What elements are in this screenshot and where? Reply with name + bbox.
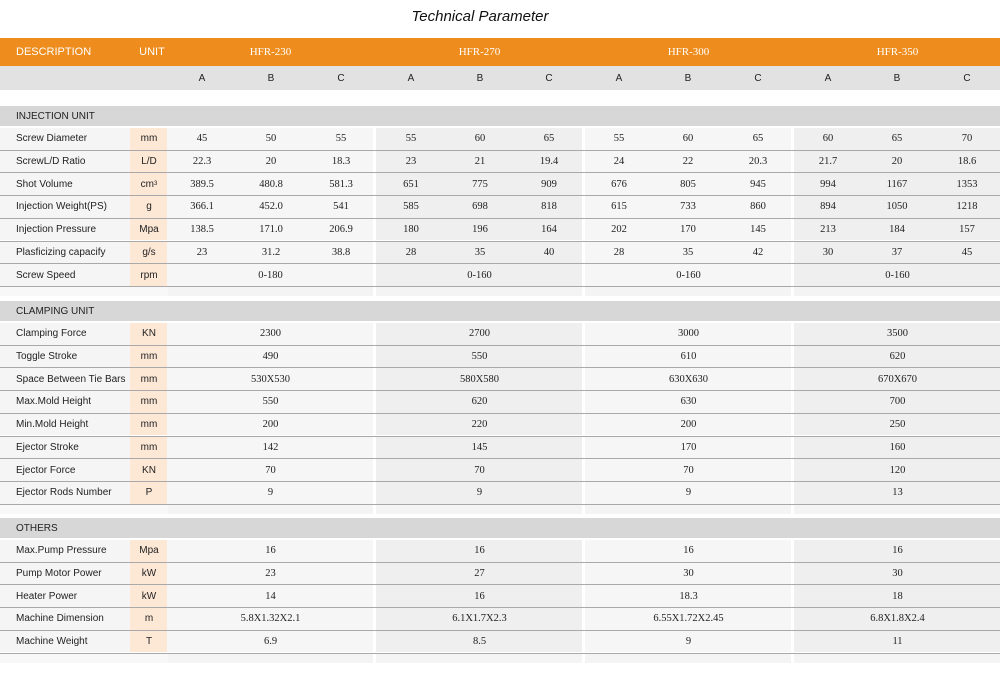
value-cell: 389.5: [190, 178, 214, 190]
value-cell: 698: [472, 201, 488, 213]
value-cell: 120: [889, 464, 906, 476]
section-spacer: [0, 505, 168, 514]
row-label: Heater Power: [0, 585, 130, 607]
value-cell: 21: [474, 156, 486, 168]
value-cell: 55: [405, 133, 417, 145]
value-cell: 30: [822, 246, 834, 258]
value-cell: 180: [403, 224, 419, 236]
variant-label: C: [963, 72, 971, 84]
value-cell: 630: [680, 396, 697, 408]
value-cell: 50: [265, 133, 277, 145]
value-cell: 581.3: [329, 178, 353, 190]
section-spacer: [585, 287, 791, 296]
section-spacer: [167, 287, 373, 296]
value-cell: 550: [262, 396, 279, 408]
row-label: Toggle Stroke: [0, 346, 130, 368]
value-cell: 620: [471, 396, 488, 408]
value-cell: 480.8: [259, 178, 283, 190]
value-cell: 250: [889, 419, 906, 431]
value-cell: 3000: [678, 328, 699, 340]
value-cell: 45: [961, 246, 973, 258]
value-cell: 42: [752, 246, 764, 258]
value-cell: 65: [543, 133, 555, 145]
header-model: HFR-230: [249, 46, 292, 58]
value-cell: 0-160: [467, 269, 492, 281]
row-unit: KN: [130, 323, 168, 345]
section-spacer: [585, 505, 791, 514]
value-cell: 31.2: [261, 246, 281, 258]
value-cell: 676: [611, 178, 627, 190]
value-cell: 184: [889, 224, 905, 236]
section-spacer: [585, 654, 791, 663]
section-spacer: [794, 287, 1000, 296]
value-cell: 164: [541, 224, 557, 236]
variant-label: B: [684, 72, 692, 84]
value-cell: 19.4: [539, 156, 559, 168]
value-cell: 16: [265, 545, 276, 557]
value-cell: 145: [750, 224, 766, 236]
value-cell: 23: [196, 246, 208, 258]
row-unit: mm: [130, 368, 168, 390]
value-cell: 860: [750, 201, 766, 213]
row-label: Min.Mold Height: [0, 414, 130, 436]
value-cell: 5.8X1.32X2.1: [240, 613, 301, 625]
row-label: ScrewL/D Ratio: [0, 151, 130, 173]
value-cell: 490: [262, 351, 279, 363]
value-cell: 651: [403, 178, 419, 190]
row-unit: P: [130, 482, 168, 504]
value-cell: 994: [820, 178, 836, 190]
row-label: Clamping Force: [0, 323, 130, 345]
value-cell: 60: [822, 133, 834, 145]
row-unit: mm: [130, 391, 168, 413]
section-spacer: [167, 505, 373, 514]
value-cell: 2300: [260, 328, 281, 340]
unit-superscript: 3: [154, 181, 158, 188]
value-cell: 145: [471, 441, 488, 453]
value-cell: 28: [613, 246, 625, 258]
value-cell: 70: [683, 464, 694, 476]
value-cell: 70: [265, 464, 276, 476]
variant-label: A: [407, 72, 415, 84]
value-cell: 11: [892, 636, 903, 648]
row-unit: mm: [130, 128, 168, 150]
row-unit: mm: [130, 437, 168, 459]
section-spacer: [376, 505, 582, 514]
value-cell: 18.6: [957, 156, 977, 168]
value-cell: 20: [265, 156, 277, 168]
value-cell: 21.7: [818, 156, 838, 168]
value-cell: 70: [961, 133, 973, 145]
value-cell: 138.5: [190, 224, 214, 236]
value-cell: 23: [405, 156, 417, 168]
value-cell: 20: [891, 156, 903, 168]
header-description: DESCRIPTION: [16, 46, 92, 58]
row-unit: Mpa: [130, 540, 168, 562]
section-spacer: [0, 654, 168, 663]
value-cell: 366.1: [190, 201, 214, 213]
value-cell: 541: [333, 201, 349, 213]
value-cell: 0-160: [676, 269, 701, 281]
value-cell: 70: [474, 464, 485, 476]
section-spacer: [167, 654, 373, 663]
section-spacer: [794, 654, 1000, 663]
value-cell: 894: [820, 201, 836, 213]
row-label: Space Between Tie Bars: [0, 368, 130, 390]
row-unit: g/s: [130, 242, 168, 264]
value-cell: 16: [892, 545, 903, 557]
row-label: Screw Diameter: [0, 128, 130, 150]
value-cell: 171.0: [259, 224, 283, 236]
value-cell: 630X630: [668, 373, 709, 385]
value-cell: 580X580: [459, 373, 500, 385]
value-cell: 9: [476, 487, 483, 499]
value-cell: 909: [541, 178, 557, 190]
value-cell: 65: [752, 133, 764, 145]
row-unit: mm: [130, 414, 168, 436]
row-label: Max.Mold Height: [0, 391, 130, 413]
value-cell: 30: [892, 568, 903, 580]
value-cell: 200: [262, 419, 279, 431]
value-cell: 40: [543, 246, 555, 258]
variant-label: B: [893, 72, 901, 84]
value-cell: 9: [685, 636, 692, 648]
value-cell: 16: [474, 590, 485, 602]
section-spacer: [376, 287, 582, 296]
row-label: Ejector Force: [0, 459, 130, 481]
value-cell: 196: [472, 224, 488, 236]
row-label: Injection Weight(PS): [0, 196, 130, 218]
value-cell: 452.0: [259, 201, 283, 213]
variant-label: B: [267, 72, 275, 84]
value-cell: 200: [680, 419, 697, 431]
value-cell: 38.8: [331, 246, 351, 258]
section-spacer: [376, 654, 582, 663]
variant-label: C: [545, 72, 553, 84]
value-cell: 35: [474, 246, 486, 258]
value-cell: 18: [892, 590, 903, 602]
row-label: Plasficizing capacify: [0, 242, 130, 264]
value-cell: 160: [889, 441, 906, 453]
value-cell: 585: [403, 201, 419, 213]
variant-label: B: [476, 72, 484, 84]
row-unit: Mpa: [130, 219, 168, 241]
section-spacer: [794, 505, 1000, 514]
value-cell: 0-160: [885, 269, 910, 281]
row-label: Screw Speed: [0, 264, 130, 286]
value-cell: 60: [474, 133, 486, 145]
value-cell: 170: [680, 224, 696, 236]
value-cell: 28: [405, 246, 417, 258]
row-label: Max.Pump Pressure: [0, 540, 130, 562]
row-unit: rpm: [130, 264, 168, 286]
value-cell: 2700: [469, 328, 490, 340]
value-cell: 805: [680, 178, 696, 190]
row-label: Shot Volume: [0, 173, 130, 195]
value-cell: 610: [680, 351, 697, 363]
value-cell: 733: [680, 201, 696, 213]
value-cell: 6.1X1.7X2.3: [452, 613, 507, 625]
header-model: HFR-300: [667, 46, 710, 58]
value-cell: 6.9: [263, 636, 278, 648]
value-cell: 16: [683, 545, 694, 557]
value-cell: 20.3: [748, 156, 768, 168]
value-cell: 16: [474, 545, 485, 557]
value-cell: 1050: [886, 201, 908, 213]
row-unit: kW: [130, 563, 168, 585]
row-label: Machine Weight: [0, 631, 130, 653]
row-label: Ejector Stroke: [0, 437, 130, 459]
value-cell: 206.9: [329, 224, 353, 236]
value-cell: 13: [892, 487, 903, 499]
value-cell: 700: [889, 396, 906, 408]
value-cell: 60: [682, 133, 694, 145]
value-cell: 45: [196, 133, 208, 145]
row-label: Machine Dimension: [0, 608, 130, 630]
variant-label: C: [337, 72, 345, 84]
value-cell: 775: [472, 178, 488, 190]
row-unit: KN: [130, 459, 168, 481]
value-cell: 615: [611, 201, 627, 213]
value-cell: 1167: [886, 178, 908, 190]
value-cell: 142: [262, 441, 279, 453]
value-cell: 22: [682, 156, 694, 168]
row-label: Ejector Rods Number: [0, 482, 130, 504]
value-cell: 818: [541, 201, 557, 213]
section-title: OTHERS: [16, 522, 58, 534]
value-cell: 6.8X1.8X2.4: [870, 613, 925, 625]
variant-label: A: [824, 72, 832, 84]
value-cell: 18.3: [679, 590, 698, 602]
value-cell: 65: [891, 133, 903, 145]
row-label: Pump Motor Power: [0, 563, 130, 585]
value-cell: 3500: [887, 328, 908, 340]
value-cell: 30: [683, 568, 694, 580]
value-cell: 220: [471, 419, 488, 431]
value-cell: 202: [611, 224, 627, 236]
value-cell: 9: [267, 487, 274, 499]
value-cell: 170: [680, 441, 697, 453]
section-title: INJECTION UNIT: [16, 110, 95, 122]
value-cell: 213: [820, 224, 836, 236]
value-cell: 620: [889, 351, 906, 363]
row-unit: g: [130, 196, 168, 218]
value-cell: 157: [959, 224, 975, 236]
value-cell: 23: [265, 568, 276, 580]
value-cell: 550: [471, 351, 488, 363]
row-unit: mm: [130, 346, 168, 368]
value-cell: 55: [335, 133, 347, 145]
header-model: HFR-350: [876, 46, 919, 58]
section-spacer: [0, 287, 168, 296]
page-title: Technical Parameter: [411, 8, 549, 25]
row-unit: kW: [130, 585, 168, 607]
row-unit: L/D: [130, 151, 168, 173]
variant-label: A: [615, 72, 623, 84]
value-cell: 14: [265, 590, 276, 602]
row-unit: cm 3: [130, 173, 168, 195]
value-cell: 945: [750, 178, 766, 190]
value-cell: 530X530: [250, 373, 291, 385]
value-cell: 35: [682, 246, 694, 258]
value-cell: 9: [685, 487, 692, 499]
variant-label: A: [198, 72, 206, 84]
header-model: HFR-270: [458, 46, 501, 58]
value-cell: 1218: [956, 201, 978, 213]
row-unit: m: [130, 608, 168, 630]
value-cell: 22.3: [192, 156, 212, 168]
value-cell: 27: [474, 568, 485, 580]
value-cell: 37: [891, 246, 903, 258]
value-cell: 1353: [956, 178, 978, 190]
value-cell: 24: [613, 156, 625, 168]
value-cell: 8.5: [472, 636, 487, 648]
row-label: Injection Pressure: [0, 219, 130, 241]
value-cell: 670X670: [877, 373, 918, 385]
row-unit: T: [130, 631, 168, 653]
value-cell: 6.55X1.72X2.45: [653, 613, 724, 625]
variant-label: C: [754, 72, 762, 84]
section-title: CLAMPING UNIT: [16, 305, 95, 317]
header-unit: UNIT: [139, 46, 165, 58]
value-cell: 0-180: [258, 269, 283, 281]
value-cell: 55: [613, 133, 625, 145]
value-cell: 18.3: [331, 156, 351, 168]
